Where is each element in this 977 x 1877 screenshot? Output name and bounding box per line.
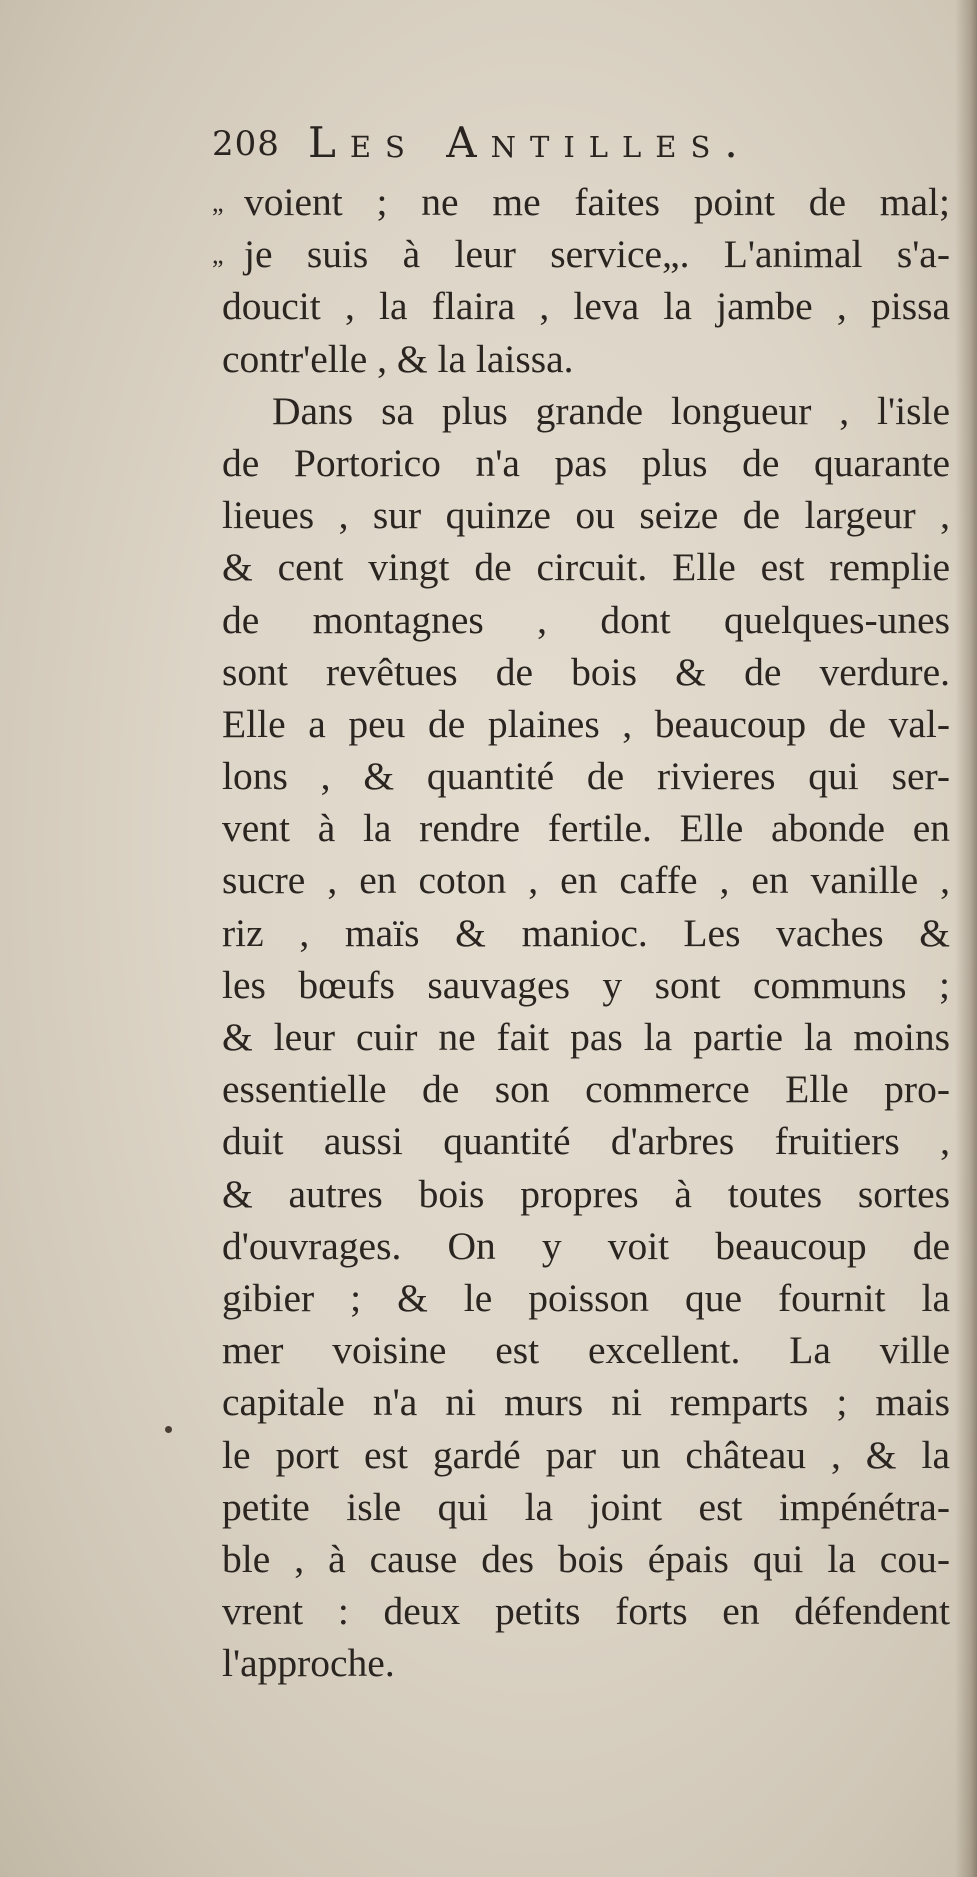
text-line xyxy=(212,176,950,228)
gutter-shadow xyxy=(955,0,977,1877)
line-text: les bœufs sauvages y sont communs ; xyxy=(222,962,950,1007)
line-text: vent à la rendre fertile. Elle abonde en xyxy=(222,806,950,851)
line-text: capitale n'a ni murs ni remparts ; mais xyxy=(222,1380,950,1425)
text-line xyxy=(222,1429,950,1481)
line-text: & autres bois propres à toutes sortes xyxy=(222,1171,950,1216)
page-header xyxy=(212,118,852,174)
line-text: l'approche. xyxy=(222,1641,395,1686)
line-text: de montagnes , dont quelques-unes xyxy=(222,597,950,642)
line-text: gibier ; & le poisson que fournit la xyxy=(222,1275,950,1320)
text-line xyxy=(222,646,950,698)
text-line xyxy=(222,1533,950,1585)
running-title: Les Antilles. xyxy=(308,118,752,167)
text-line xyxy=(222,1011,950,1063)
line-text: duit aussi quantité d'arbres fruitiers , xyxy=(222,1119,950,1164)
text-line xyxy=(222,1585,950,1637)
text-line xyxy=(222,1481,950,1533)
margin-ink-dot xyxy=(165,1426,172,1433)
quote-mark: „ xyxy=(212,188,224,217)
line-text: riz , maïs & manioc. Les vaches & xyxy=(222,910,950,955)
line-text: doucit , la flaira , leva la jambe , pissa xyxy=(222,284,950,329)
quote-mark: „ xyxy=(212,240,224,270)
text-line xyxy=(222,1637,950,1689)
line-text: contr'elle , & la laissa. xyxy=(222,336,574,381)
line-text: mer voisine est excellent. La ville xyxy=(222,1328,950,1373)
text-line xyxy=(222,1272,950,1324)
text-line xyxy=(222,437,950,489)
line-text: lieues , sur quinze ou seize de largeur , xyxy=(222,493,950,538)
text-line xyxy=(222,1168,950,1220)
line-text: vrent : deux petits forts en défendent xyxy=(222,1589,950,1634)
line-text: sucre , en coton , en caffe , en vanille , xyxy=(222,858,950,903)
line-text: Dans sa plus grande longueur , l'isle xyxy=(272,388,950,433)
page-number: 208 xyxy=(212,124,280,164)
text-line xyxy=(222,698,950,750)
text-line xyxy=(222,1324,950,1376)
line-text: lons , & quantité de rivieres qui ser- xyxy=(222,754,950,799)
text-line xyxy=(222,750,950,802)
text-line xyxy=(222,594,950,646)
line-text: le port est gardé par un château , & la xyxy=(222,1432,950,1477)
line-text: de Portorico n'a pas plus de quarante xyxy=(222,440,950,485)
line-text: & cent vingt de circuit. Elle est remplie xyxy=(222,545,950,590)
text-line xyxy=(222,385,950,437)
text-line xyxy=(222,489,950,541)
text-line xyxy=(222,1376,950,1428)
text-line xyxy=(222,280,950,332)
line-text: je suis à leur service„. L'animal s'a- xyxy=(244,232,950,277)
text-line xyxy=(222,907,950,959)
line-text: essentielle de son commerce Elle pro- xyxy=(222,1067,950,1112)
line-text: petite isle qui la joint est impénétra- xyxy=(222,1484,950,1529)
text-line xyxy=(222,854,950,906)
line-text: & leur cuir ne fait pas la partie la moins xyxy=(222,1015,950,1059)
text-line xyxy=(222,1220,950,1272)
line-text: d'ouvrages. On y voit beaucoup de xyxy=(222,1223,950,1268)
body-text xyxy=(212,176,950,1689)
line-text: ble , à cause des bois épais qui la cou- xyxy=(222,1536,950,1581)
text-line xyxy=(222,541,950,593)
text-line xyxy=(222,333,950,385)
text-line xyxy=(222,1063,950,1115)
line-text: voient ; ne me faites point de mal; xyxy=(244,180,950,224)
text-line xyxy=(222,802,950,854)
text-line xyxy=(222,1115,950,1167)
text-line xyxy=(222,959,950,1011)
text-line xyxy=(212,228,950,280)
line-text: Elle a peu de plaines , beaucoup de val- xyxy=(222,701,950,746)
line-text: sont revêtues de bois & de verdure. xyxy=(222,649,950,694)
